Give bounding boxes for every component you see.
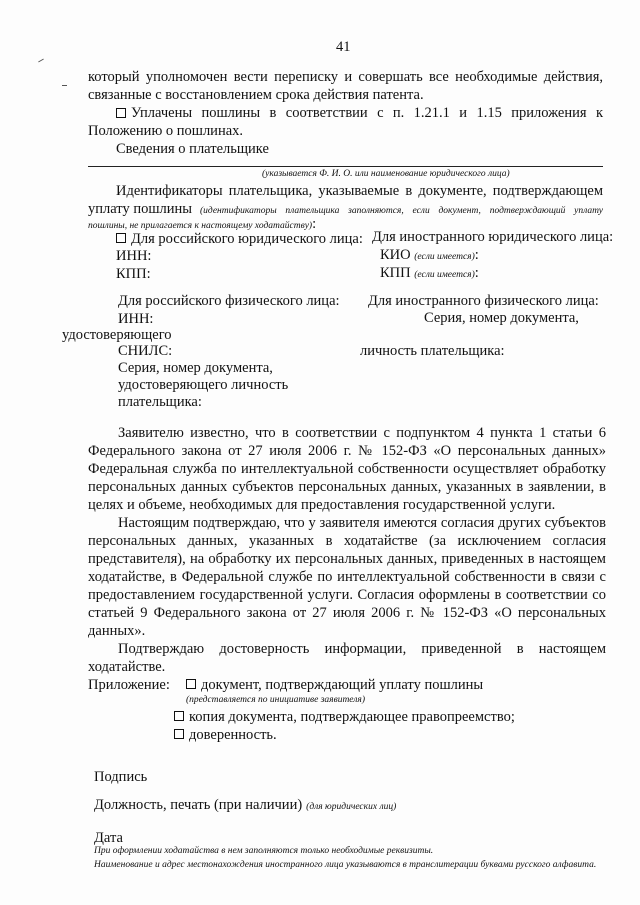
- accuracy-line-2: ходатайстве.: [88, 659, 166, 675]
- page-number: 41: [336, 39, 351, 55]
- ru-person-label: Для российского физического лица:: [118, 293, 340, 309]
- position-row: [94, 796, 396, 814]
- payer-heading: Сведения о плательщике: [116, 141, 269, 157]
- ru-person-inn: ИНН:: [118, 311, 154, 327]
- intro-line-2: связанные с восстановлением срока действия патента.: [88, 87, 424, 103]
- scan-mark: [62, 85, 67, 86]
- attachment-checkbox-3[interactable]: [174, 729, 184, 739]
- ru-person-snils: СНИЛС:: [118, 343, 173, 359]
- payer-name-line[interactable]: [88, 166, 603, 167]
- consent-line-5: целях и объеме, необходимых для предоставления государственной услуги.: [88, 497, 556, 513]
- date-label: Дата: [94, 830, 123, 846]
- confirm-line-2: персональных данных, указанных в ходатайстве (за исключением согласия: [88, 533, 606, 549]
- foreign-person-doc-1: Серия, номер документа,: [424, 310, 579, 326]
- fees-line-2: Положению о пошлинах.: [88, 123, 244, 139]
- intro-line-1: который уполномочен вести переписку и совершать все необходимые действия,: [88, 69, 603, 85]
- consent-line-3: Федеральная служба по интеллектуальной собственности осуществляет обработку: [88, 461, 606, 477]
- fees-line-1: Уплачены пошлины в соответствии с п. 1.21.1 и 1.15 приложения к: [131, 105, 603, 121]
- ru-person-doc-1: Серия, номер документа,: [118, 360, 273, 376]
- identifiers-main: уплату пошлины: [88, 201, 192, 217]
- attachment-checkbox-1[interactable]: [186, 679, 196, 689]
- attachment-item-1-note: (представляется по инициативе заявителя): [186, 695, 366, 705]
- attachment-checkbox-2[interactable]: [174, 711, 184, 721]
- identifiers-note-cont: пошлины, не прилагается к настоящему ходатайству): [88, 221, 313, 231]
- identifiers-note: (идентификаторы плательщика заполняются, если документ, подтверждающий уплату: [200, 206, 603, 216]
- ru-legal-inn: ИНН:: [116, 248, 152, 264]
- confirm-line-6: статьей 9 Федерального закона от 27 июля 2006 г. № 152-ФЗ «О персональных: [88, 605, 606, 621]
- foreign-legal-kpp: КПП (если имеется):: [380, 265, 479, 281]
- consent-line-1: Заявителю известно, что в соответствии с подпунктом 4 пункта 1 статьи 6: [118, 425, 606, 441]
- foreign-legal-label: Для иностранного юридического лица:: [372, 229, 614, 245]
- ru-legal-label: Для российского юридического лица:: [116, 230, 363, 248]
- ru-legal-kpp: КПП:: [116, 266, 151, 282]
- confirm-line-4: ходатайстве, в Федеральной службе по интеллектуальной собственности в связи с: [88, 569, 606, 585]
- attachment-item-3: доверенность.: [174, 726, 277, 744]
- signature-label: Подпись: [94, 769, 148, 785]
- confirm-line-1: Настоящим подтверждаю, что у заявителя имеются согласия других субъектов: [118, 515, 606, 531]
- consent-line-2: Федерального закона от 27 июля 2006 г. № 152-ФЗ «О персональных данных»: [88, 443, 606, 459]
- confirm-line-5: предоставлением государственной услуги. Согласия оформлены в соответствии со: [88, 587, 606, 603]
- ru-person-wrap: удостоверяющего: [62, 327, 172, 343]
- scan-mark: [38, 59, 44, 63]
- footnote-1: При оформлении ходатайства в нем заполняются только необходимые реквизиты.: [94, 846, 434, 856]
- confirm-line-7: данных».: [88, 623, 146, 639]
- position-note: (для юридических лиц): [306, 802, 397, 812]
- identifiers-line-1: Идентификаторы плательщика, указываемые в документе, подтверждающем: [116, 183, 603, 199]
- fees-row: [116, 104, 603, 122]
- ru-person-doc-2: удостоверяющего личность: [118, 377, 289, 393]
- identifiers-line-3: пошлины, не прилагается к настоящему ходатайству):: [88, 216, 317, 232]
- foreign-person-label: Для иностранного физического лица:: [368, 293, 599, 309]
- fees-checkbox[interactable]: [116, 108, 126, 118]
- payer-name-caption: (указывается Ф. И. О. или наименование юридического лица): [262, 169, 510, 179]
- foreign-person-doc-2: личность плательщика:: [360, 343, 505, 359]
- confirm-line-3: представителя), на обработку их персональных данных, приведенных в настоящем: [88, 551, 606, 567]
- position-label: Должность, печать (при наличии): [94, 797, 303, 813]
- footnote-2: Наименование и адрес местонахождения иностранного лица указываются в транслитерации буквами русского алфавита.: [94, 860, 597, 870]
- attachment-label: Приложение:: [88, 677, 170, 693]
- consent-line-4: персональных данных субъектов персональных данных, указанных в заявлении, в: [88, 479, 606, 495]
- ru-person-doc-3: плательщика:: [118, 394, 202, 410]
- attachment-item-1: документ, подтверждающий уплату пошлины: [186, 676, 483, 694]
- ru-legal-checkbox[interactable]: [116, 233, 126, 243]
- foreign-legal-kio: КИО (если имеется):: [380, 247, 479, 263]
- accuracy-line-1: Подтверждаю достоверность информации, приведенной в настоящем: [118, 641, 606, 657]
- attachment-item-2: копия документа, подтверждающее правопреемство;: [174, 708, 515, 726]
